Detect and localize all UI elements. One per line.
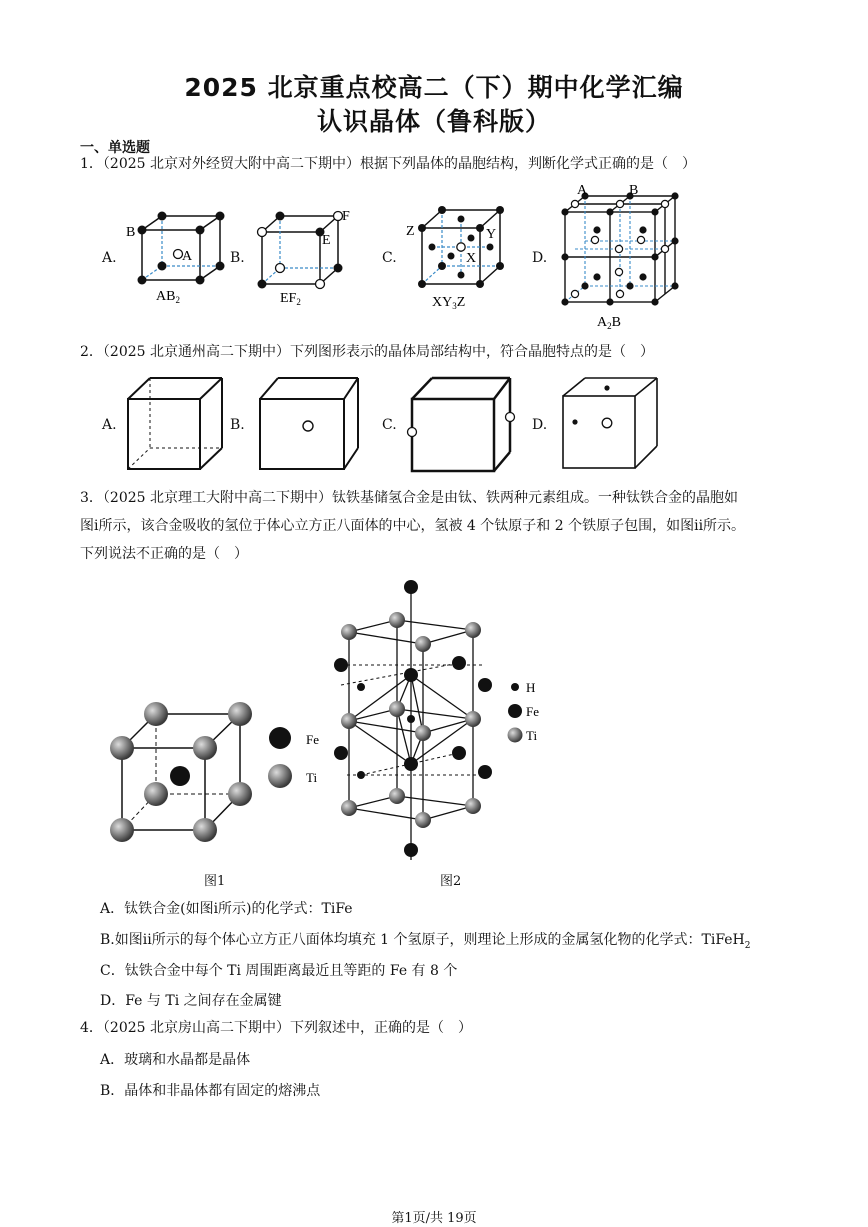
q1-figure-b [250,200,360,310]
q1b-formula: $EF_2$ [280,291,301,307]
q2-option-d-label: D. [532,417,548,433]
q1-option-a-label: A. [102,250,117,266]
q1b-label-e: E [322,233,331,248]
q1d-formula: $A_2B$ [597,315,621,331]
q1-figure-c [400,198,520,313]
question-3-text-line2: 图i所示，该合金吸收的氢位于体心立方正八面体的中心，氢被 4 个钛原子和 2 个铁原子包围，如图ii所示。 [80,518,746,534]
q3-fig1-legend-fe: Fe [306,732,319,747]
section-heading: 一、单选题 [80,140,150,156]
q3-option-c: C．钛铁合金中每个 Ti 周围距离最近且等距的 Fe 有 8 个 [100,963,458,979]
q1-option-b-label: B. [230,250,245,266]
q2-figure-d [555,372,665,477]
q4-option-b: B．晶体和非晶体都有固定的熔沸点 [100,1083,321,1099]
q3-fig2-legend-fe: Fe [526,704,539,719]
q1c-formula: $XY_3Z$ [432,295,466,311]
q1-option-d-label: D. [532,250,548,266]
q1a-label-a: A [182,249,193,264]
q3-fig2-legend-h: H [526,680,536,695]
q3-option-a: A．钛铁合金(如图i所示)的化学式：TiFe [100,901,353,917]
q2-figure-c [402,372,522,477]
q1b-label-f: F [342,209,350,224]
q1c-label-z: Z [406,224,415,239]
q1c-label-x: X [466,251,477,266]
question-3-text-line3: 下列说法不正确的是（ ） [80,546,248,562]
q3-caption-2: 图2 [440,874,462,889]
question-3-text-line1: 3．（2025 北京理工大附中高二下期中）钛铁基储氢合金是由钛、铁两种元素组成。一种钛铁合金的晶胞如 [80,490,738,506]
q2-figure-a [120,372,230,477]
q2-figure-b [250,372,365,477]
q1a-formula: $AB_2$ [156,289,180,305]
question-2-text: 2．（2025 北京通州高二下期中）下列图形表示的晶体局部结构中，符合晶胞特点的是（ ） [80,344,654,360]
q3-caption-1: 图1 [204,874,226,889]
page-number: 第1页/共 19页 [391,1211,477,1226]
page-title-line1: 2025 北京重点校高二（下）期中化学汇编 [184,73,684,102]
q1a-label-b: B [126,225,136,240]
q3-fig2-legend-ti: Ti [526,728,538,743]
q4-option-a: A．玻璃和水晶都是晶体 [100,1052,251,1068]
q2-option-b-label: B. [230,417,245,433]
q1-figure-a [120,200,230,310]
q1c-label-y: Y [486,227,497,242]
q2-option-a-label: A. [102,417,117,433]
q3-fig1-legend-ti: Ti [306,770,318,785]
question-4-text: 4．（2025 北京房山高二下期中）下列叙述中，正确的是（ ） [80,1020,472,1036]
q1d-label-b: B [629,183,639,198]
q3-figure-2 [325,575,555,865]
q3-option-b: B.如图ii所示的每个体心立方正八面体均填充 1 个氢原子，则理论上形成的金属氢化物的化学式：TiFeH$_2$ [100,932,751,951]
q3-option-d: D．Fe 与 Ti 之间存在金属键 [100,993,282,1009]
question-1-text: 1．（2025 北京对外经贸大附中高二下期中）根据下列晶体的晶胞结构，判断化学式正确的是（ ） [80,156,696,172]
q1-option-c-label: C. [382,250,397,266]
q2-option-c-label: C. [382,417,397,433]
q1d-label-a: A [577,183,588,198]
page-title-line2: 认识晶体（鲁科版） [316,107,551,136]
q3-figure-1 [100,690,340,850]
q1-figure-d [555,182,685,332]
